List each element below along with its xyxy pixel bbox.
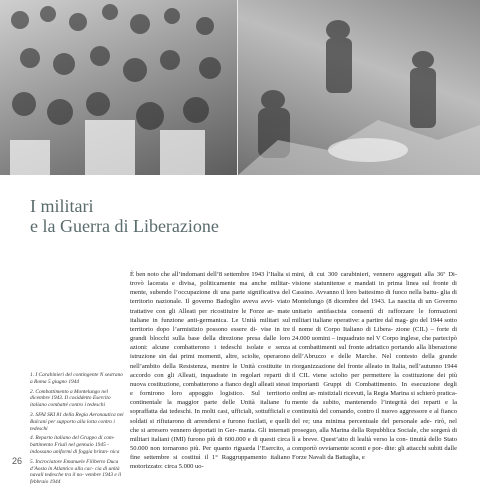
photo-crowd-illustration: [0, 0, 238, 175]
photo-soldiers-rocks: [238, 0, 480, 175]
chapter-title: [30, 196, 219, 236]
body-column-1: È ben noto che all’indomani dell’8 settembre 1943 l’Italia si trovò lacerata e divisa, politicamente ma anche militar- mente, subendo l’occupazione di una parte significativa del territorio nazionale. Il governo Badoglio aveva avvi- viato trattative con gli Alleati per ricostituire le Forze ar- mate italiane in funzione anti-germanica. Le Unità militari sul territorio dopo l’armistizio possono essere di- vise in tre grandi blocchi sulla base della direzione presa dalle loro azioni: alcune combatterono i tedeschi isolate e senza istruzione sin dai primi momenti, altre, sciolte, operarono nell’ambito della Resistenza, mentre le Unità costituite in accordo con gli Alleati, inquadrate in regolari reparti di nuova costituzione, combatterono a fianco degli alleati stessi e fornirono loro appoggio logistico. Sul territorio continentale la maggior parte delle Unità italiane fu sopraffatta dai tedeschi. In molti casi, ufficiali, sottufficiali e soldati si rifiutarono di arrendersi e furono fucilati, e quelli che si arresero vennero deportati in Ger- mania. Gli internati militari italiani (IMI) furono più di 600.000 e di questi circa 50.000 non tornarono più. Per quanto riguarda l’Esercito, a fine settembre si costituì il 1° Raggruppamento italiano motorizzato: circa 5.000 uo-: [130, 271, 290, 471]
caption-1: 1. I Carabinieri del contingente N sestrano a Roma 5 giugno 1944: [30, 372, 123, 385]
caption-4: 4. Reparto italiano del Gruppo di com- battimento Friuli nel gennaio 1945 - indossano uniformi di foggia britan- nica: [30, 435, 120, 455]
photo-crowd-carabinieri: [0, 0, 238, 175]
page-number: 26: [12, 456, 23, 466]
photo-strip: [0, 0, 480, 175]
body-column-2: mini, di cui 300 carabinieri, vennero aggregati alla 36ª Di- visione statunitense e mandati in prima linea sul fronte di Cassino. Avvanno il loro battesimo di fuoco nella battu- glia di Montelungo (8 dicembre del 1943. La nascita di un Governo unitario antifascista consentì di rafforzare le formazioni militari italiane operative: a partire dal mag- gio del 1944 sotto il nome di Corpo Italiano di Libera- zione (CIL) – forte di 24.000 uomini – inquadrato nel V Corpo inglese, che partecipò ai combattimenti sul fronte adriatico portando alla liberazione dell’Abruzzo e delle Marche. Nel contesto della grande riorganizzazione del fronte alleato in Italia, nell’autunno 1944 il CIL viene sciolto per permettere la costituzione dei più importanti Gruppi di Combattimento. In esecuzione degli ordini ar- mistiziali ricevuti, la Regia Marina si schierò pratica- mente da subito, mantenendo l’integrità dei reparti e la continuità del comando, contro il nuovo aggressore e al fianco del re; una minima percentuale del personale ade- rirò, nel proseguo, alla Marina della Repubblica Sociale, che sorgerà di lì a breve. Quest’atto di lealtà verso la con- tinuità dello Stato comportò ovviamente sconti e por- dite: gli attacchi subiti dalle Forze Navali da Battaglia, e: [292, 271, 457, 462]
title-line-1: I militari: [30, 196, 94, 216]
title-line-2: e la Guerra di Liberazione: [30, 216, 219, 236]
caption-5: 5. Incrociatore Emanuele Filiberto Duca d’Aosta in Atlantico alla cac- cia di unità navali tedesche tra il no- vembre 1943 e il febbraio 1944: [30, 458, 122, 486]
photo-captions: [30, 372, 125, 489]
caption-3: 3. SFAI SKI 81 della Regia Aeronautica nei Balcani per supporto alla lotta contro i tedeschi: [30, 411, 124, 432]
caption-2: 2. Combattimento a Montelungo nel dicembre 1943. Il cosiddetto Esercito italiano combatté contro i tedeschi: [30, 388, 111, 409]
photo-soldiers-illustration: [238, 0, 480, 175]
